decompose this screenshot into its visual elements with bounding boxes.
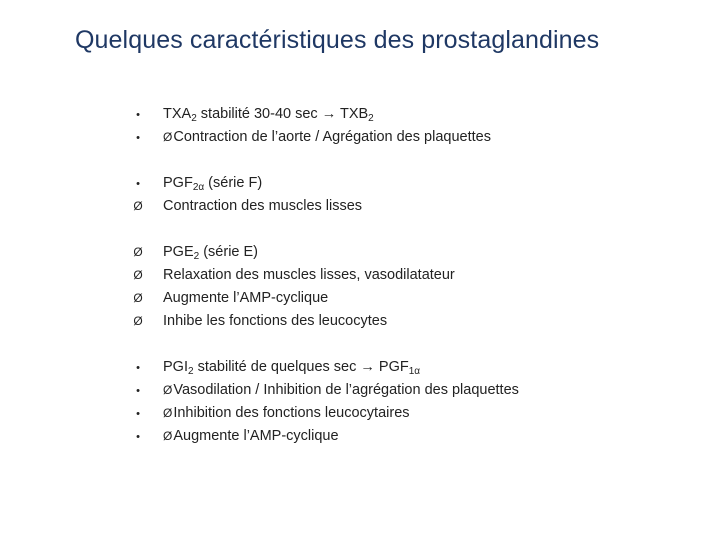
line-text: $TXA_2$ stabilité 30-40 $\sec \to TXB_2$	[163, 106, 374, 124]
line-text: $PGE_2$ (série E)	[163, 244, 259, 262]
arrow-right-icon: →	[321, 106, 337, 122]
slide-title: Quelques caractéristiques des prostaglandines	[75, 26, 600, 54]
line-text: ØVasodilation / Inhibition de l’agrégation des plaquettes	[163, 382, 519, 398]
line-text: ØAugmente l’AMP-cyclique	[163, 428, 339, 444]
bullet-dot-icon: •	[136, 408, 140, 420]
arrow-bullet-icon: Ø	[133, 291, 143, 305]
arrow-bullet-icon: Ø	[133, 199, 143, 213]
bullet-dot-icon: •	[136, 109, 140, 121]
bullet-dot-icon: •	[136, 385, 140, 397]
arrow-bullet-icon: Ø	[163, 429, 173, 443]
arrow-bullet-icon: Ø	[133, 245, 143, 259]
line-text: Contraction des muscles lisses	[163, 198, 363, 214]
line-text: Relaxation des muscles lisses, vasodilatateur	[163, 267, 455, 283]
line-text: Inhibe les fonctions des leucocytes	[163, 313, 388, 329]
line-text: $PGF_{2\alpha}$ (série F)	[163, 175, 263, 193]
bullet-dot-icon: •	[136, 431, 140, 443]
arrow-bullet-icon: Ø	[163, 130, 173, 144]
arrow-bullet-icon: Ø	[163, 383, 173, 397]
arrow-bullet-icon: Ø	[133, 268, 143, 282]
arrow-right-icon: →	[360, 359, 375, 375]
line-text: Augmente l’AMP-cyclique	[163, 290, 329, 306]
line-text: ØContraction de l’aorte / Agrégation des plaquettes	[163, 129, 491, 145]
arrow-bullet-icon: Ø	[163, 406, 173, 420]
bullet-dot-icon: •	[136, 178, 140, 190]
arrow-bullet-icon: Ø	[133, 314, 143, 328]
line-text: $PGI_2$ stabilité de quelques $\sec \to PGF_{1\alpha}$	[163, 359, 421, 377]
bullet-dot-icon: •	[136, 132, 140, 144]
bullet-dot-icon: •	[136, 362, 140, 374]
line-text: ØInhibition des fonctions leucocytaires	[163, 405, 410, 421]
